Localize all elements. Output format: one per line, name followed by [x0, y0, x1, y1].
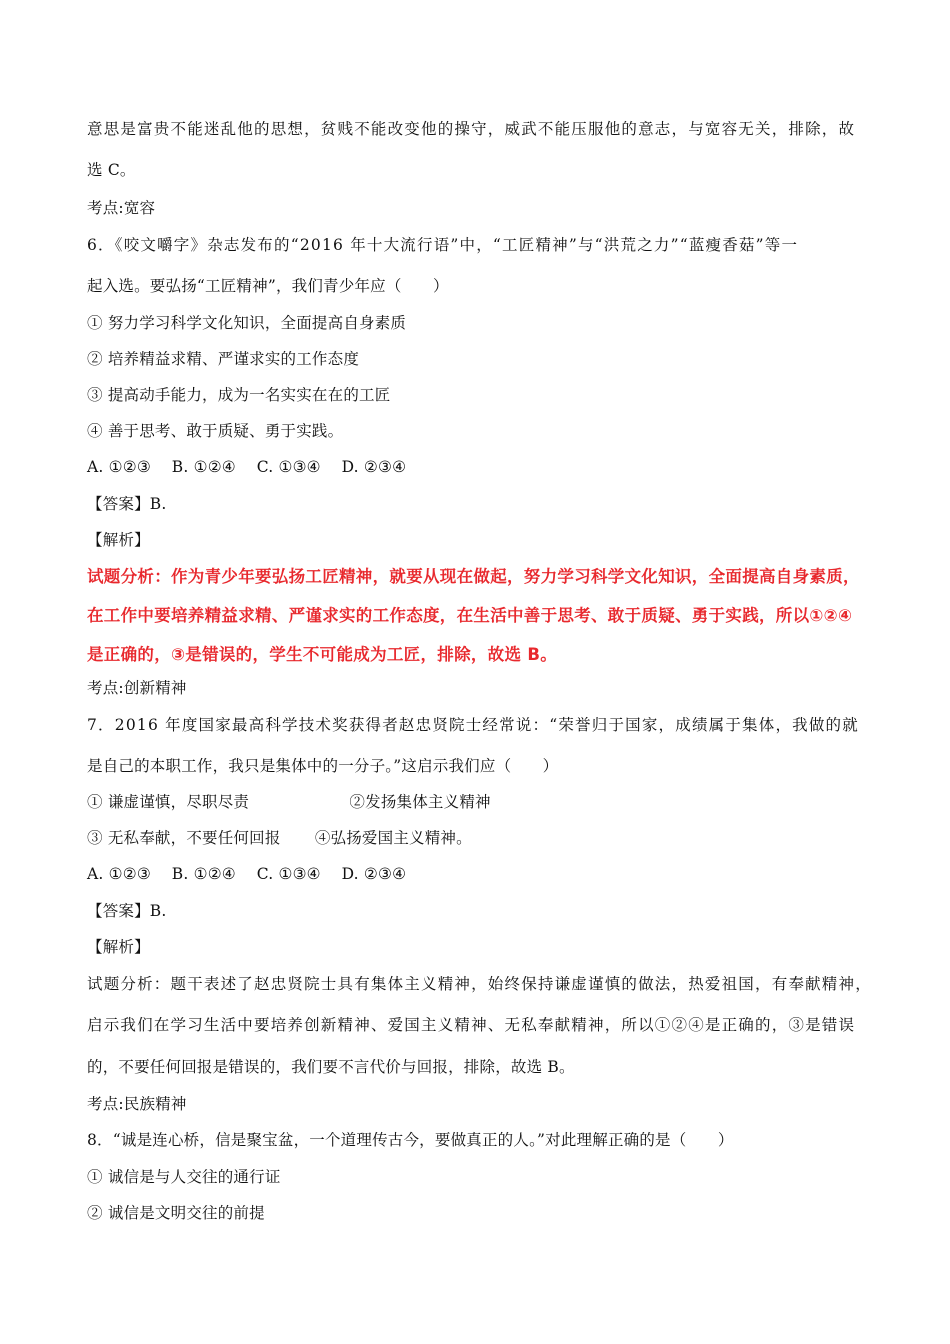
q6-stem-line1: 6．《咬文嚼字》杂志发布的“2016 年十大流行语”中，“工匠精神”与“洪荒之力”“蓝瘦香菇”等一 [87, 236, 799, 254]
q7-items-row1 [87, 790, 491, 812]
q6-kaodian: 考点:创新精神 [87, 679, 187, 697]
q8-item-2: ② 诚信是文明交往的前提 [87, 1204, 265, 1222]
q6-jiexi-label: 【解析】 [87, 531, 150, 549]
q7-analysis-line1: 试题分析：题干表述了赵忠贤院士具有集体主义精神，始终保持谦虚谨慎的做法，热爱祖国，有奉献精神， [87, 975, 872, 993]
q6-answer: 【答案】B. [87, 495, 167, 513]
q7-jiexi-label: 【解析】 [87, 938, 150, 956]
q6-analysis-line3: 是正确的，③是错误的，学生不可能成为工匠，排除，故选 B。 [87, 645, 557, 664]
q6-item-2: ② 培养精益求精、严谨求实的工作态度 [87, 350, 360, 368]
q5-explanation-line2: 选 C。 [87, 161, 136, 179]
q7-item-3: ③ 无私奉献，不要任何回报 [87, 829, 281, 847]
q7-kaodian: 考点:民族精神 [87, 1095, 187, 1113]
q7-item-4: ④弘扬爱国主义精神。 [314, 829, 472, 847]
q7-item-2: ②发扬集体主义精神 [349, 793, 491, 811]
q7-item-1: ① 谦虚谨慎，尽职尽责 [87, 793, 250, 811]
q7-stem-line1: 7．2016 年度国家最高科学技术奖获得者赵忠贤院士经常说：“荣誉归于国家，成绩属于集体，我做的就 [87, 716, 859, 734]
q6-analysis-line2: 在工作中要培养精益求精、严谨求实的工作态度，在生活中善于思考、敢于质疑、勇于实践，所以①②④ [87, 606, 853, 625]
q7-answer: 【答案】B. [87, 902, 167, 920]
q5-explanation-line1: 意思是富贵不能迷乱他的思想，贫贱不能改变他的操守，威武不能压服他的意志，与宽容无关，排除，故 [87, 120, 856, 138]
q6-analysis-line1: 试题分析：作为青少年要弘扬工匠精神，就要从现在做起，努力学习科学文化知识，全面提高自身素质， [87, 567, 860, 586]
q6-options: A. ①②③ B. ①②④ C. ①③④ D. ②③④ [87, 458, 407, 476]
q7-analysis-line2: 启示我们在学习生活中要培养创新精神、爱国主义精神、无私奉献精神，所以①②④是正确的，③是错误 [87, 1016, 856, 1034]
q5-kaodian: 考点:宽容 [87, 199, 156, 217]
q7-items-row2 [87, 826, 472, 848]
q8-stem: 8．“诚是连心桥，信是聚宝盆，一个道理传古今，要做真正的人。”对此理解正确的是（ ） [87, 1131, 734, 1149]
q6-item-4: ④ 善于思考、敢于质疑、勇于实践。 [87, 422, 344, 440]
q8-item-1: ① 诚信是与人交往的通行证 [87, 1168, 281, 1186]
q7-analysis-line3: 的，不要任何回报是错误的，我们要不言代价与回报，排除，故选 B。 [87, 1058, 575, 1076]
q6-item-3: ③ 提高动手能力，成为一名实实在在的工匠 [87, 386, 391, 404]
q6-item-1: ① 努力学习科学文化知识，全面提高自身素质 [87, 314, 407, 332]
q7-stem-line2: 是自己的本职工作，我只是集体中的一分子。”这启示我们应（ ） [87, 757, 559, 775]
q7-options: A. ①②③ B. ①②④ C. ①③④ D. ②③④ [87, 865, 407, 883]
q6-stem-line2: 起入选。要弘扬“工匠精神”，我们青少年应（ ） [87, 277, 449, 295]
